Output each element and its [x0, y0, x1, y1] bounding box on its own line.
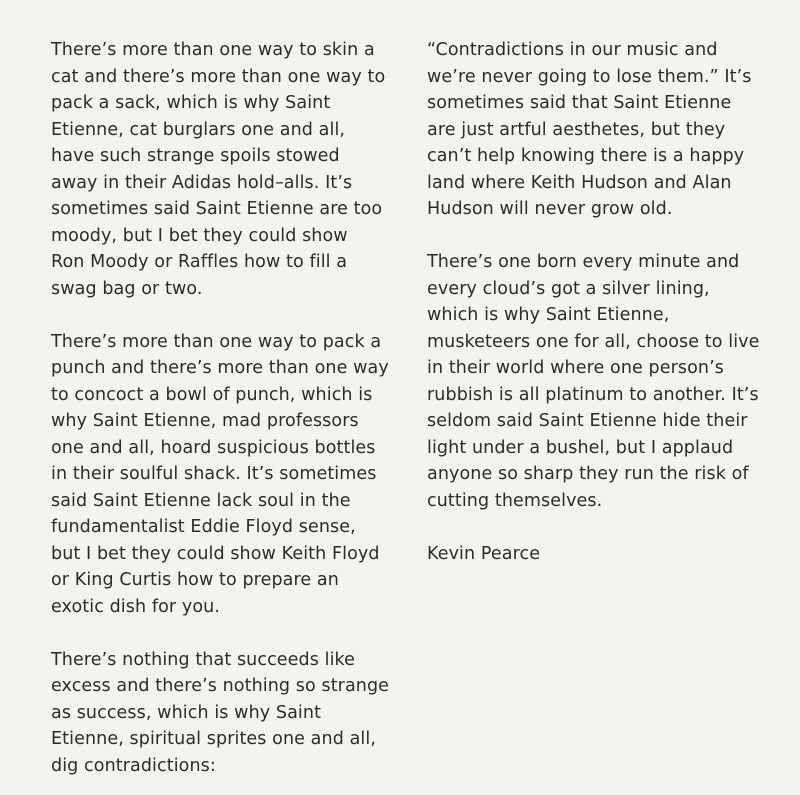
text-line: fundamentalist Eddie Floyd sense,: [51, 517, 356, 537]
text-line: swag bag or two.: [51, 278, 203, 299]
text-line: There’s nothing that succeeds like: [51, 649, 356, 670]
text-line: away in their Adidas hold–alls. It’s: [51, 172, 353, 193]
text-line: why Saint Etienne, mad professors: [51, 411, 359, 431]
text-line: land where Keith Hudson and Alan: [427, 172, 732, 193]
text-line: Hudson will never grow old.: [427, 199, 673, 219]
text-line: pack a sack, which is why Saint: [51, 93, 331, 113]
text-line: can’t help knowing there is a happy: [427, 146, 745, 166]
text-line: sometimes said that Saint Etienne: [427, 93, 732, 113]
text-line: dig contradictions:: [51, 755, 216, 776]
text-line: Etienne, cat burglars one and all,: [51, 119, 346, 140]
author-signature: Kevin Pearce: [427, 543, 541, 564]
text-line: sometimes said Saint Etienne are too: [51, 199, 383, 219]
text-line: anyone so sharp they run the risk of: [427, 464, 749, 484]
text-line: cat and there’s more than one way to: [51, 66, 386, 87]
paragraph: [51, 329, 401, 621]
text-line: are just artful aesthetes, but they: [427, 119, 726, 140]
text-line: exotic dish for you.: [51, 596, 220, 617]
text-line: one and all, hoard suspicious bottles: [51, 437, 376, 458]
text-line: every cloud’s got a silver lining,: [427, 278, 710, 299]
text-line: light under a bushel, but I applaud: [427, 437, 734, 458]
text-line: said Saint Etienne lack soul in the: [51, 490, 351, 511]
text-line: punch and there’s more than one way: [51, 358, 389, 378]
text-line: to concoct a bowl of punch, which is: [51, 384, 373, 405]
text-line: Etienne, spiritual sprites one and all,: [51, 729, 376, 749]
text-line: excess and there’s nothing so strange: [51, 676, 390, 696]
text-line: There’s more than one way to pack a: [51, 331, 382, 352]
text-line: “Contradictions in our music and: [427, 40, 718, 60]
text-line: cutting themselves.: [427, 490, 603, 511]
text-line: or King Curtis how to prepare an: [51, 570, 339, 590]
text-line: rubbish is all platinum to another. It’s: [427, 384, 759, 405]
right-column: [427, 37, 787, 567]
text-line: but I bet they could show Keith Floyd: [51, 543, 380, 564]
text-line: which is why Saint Etienne,: [427, 305, 670, 325]
paragraph: [427, 37, 787, 223]
text-line: moody, but I bet they could show: [51, 225, 348, 246]
text-line: as success, which is why Saint: [51, 702, 322, 723]
text-line: There’s one born every minute and: [427, 252, 740, 272]
text-line: in their world where one person’s: [427, 358, 725, 378]
paragraph: [427, 249, 787, 514]
text-line: we’re never going to lose them.” It’s: [427, 66, 752, 87]
left-column: [51, 37, 401, 779]
text-line: musketeers one for all, choose to live: [427, 331, 760, 352]
paragraph: [51, 37, 401, 302]
text-line: in their soulful shack. It’s sometimes: [51, 464, 377, 484]
text-line: Ron Moody or Raffles how to fill a: [51, 252, 348, 272]
paragraph: [51, 647, 401, 780]
text-line: seldom said Saint Etienne hide their: [427, 411, 748, 431]
text-line: There’s more than one way to skin a: [51, 40, 375, 60]
text-line: have such strange spoils stowed: [51, 146, 340, 166]
